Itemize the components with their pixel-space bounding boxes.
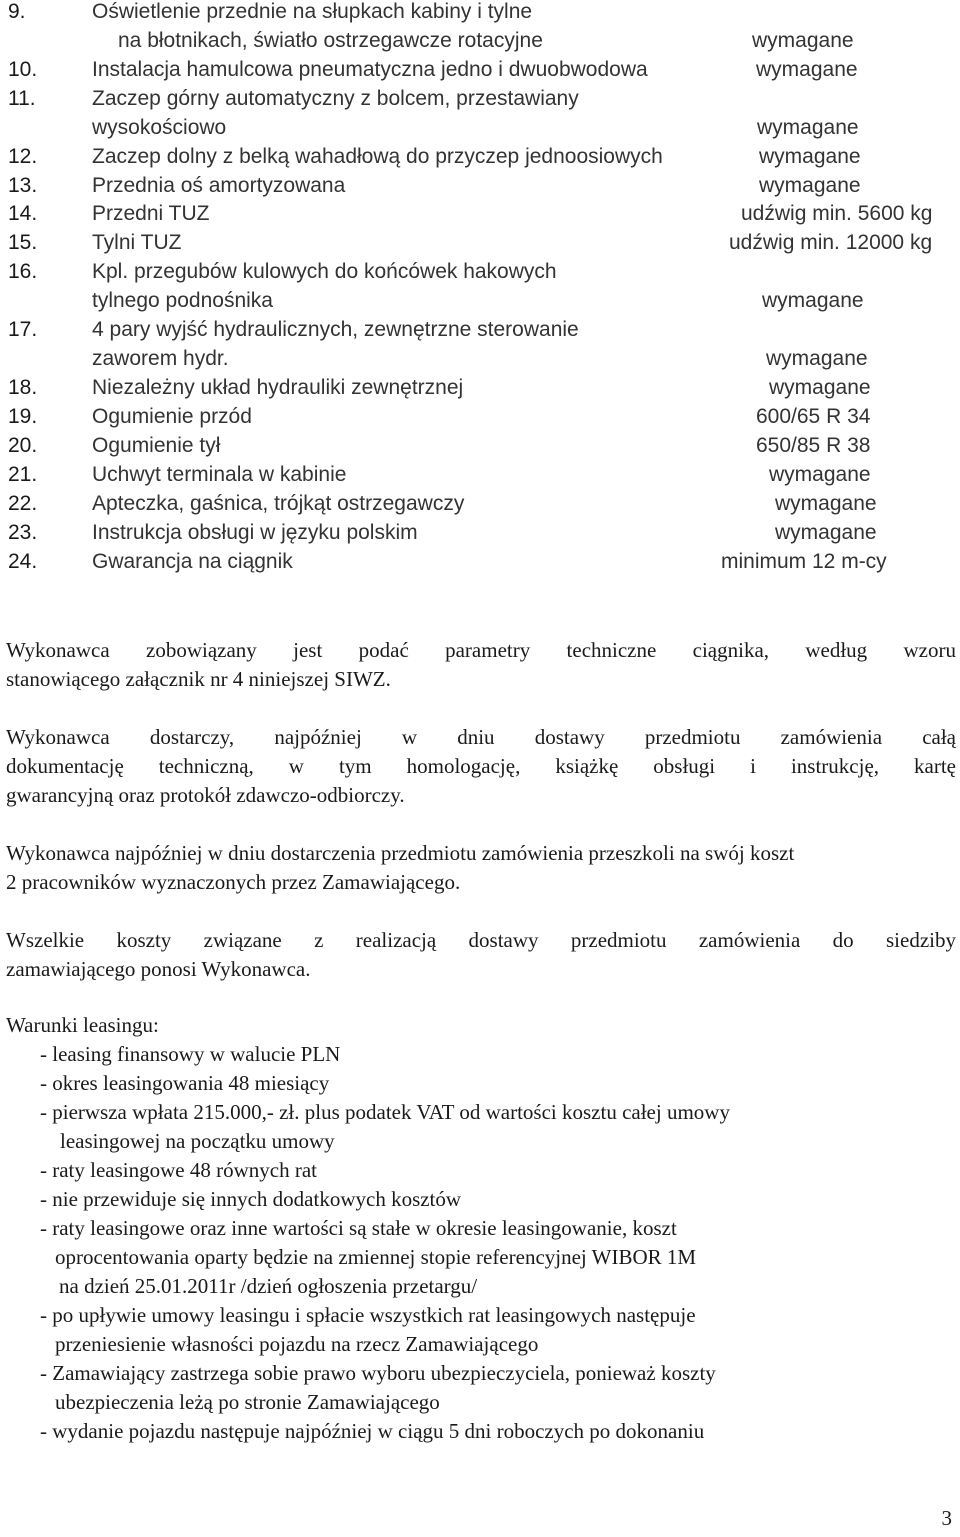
paragraph-line: dokumentację techniczną, w tym homologację, książkę obsługi i instrukcję, kartę [6, 754, 956, 778]
spec-item-number: 15. [8, 231, 38, 254]
spec-item-text: Przednia oś amortyzowana [92, 174, 346, 197]
leasing-line: - raty leasingowe 48 równych rat [40, 1158, 317, 1182]
spec-item-text: Kpl. przegubów kulowych do końcówek hakowych [92, 260, 557, 283]
spec-item-text: Przedni TUZ [92, 202, 210, 225]
leasing-line: - leasing finansowy w walucie PLN [40, 1042, 341, 1066]
spec-item-number: 14. [8, 202, 38, 225]
spec-item-text: Ogumienie tył [92, 434, 221, 457]
spec-item-value: wymagane [762, 289, 864, 312]
spec-item-value: minimum 12 m-cy [721, 550, 887, 573]
spec-item-text: zaworem hydr. [92, 347, 229, 370]
leasing-line: ubezpieczenia leżą po stronie Zamawiającego [55, 1390, 440, 1414]
leasing-heading: Warunki leasingu: [6, 1013, 159, 1037]
spec-item-value: wymagane [752, 29, 854, 52]
leasing-line: - pierwsza wpłata 215.000,- zł. plus podatek VAT od wartości kosztu całej umowy [40, 1100, 730, 1124]
spec-item-number: 21. [8, 463, 38, 486]
leasing-line: - po upływie umowy leasingu i spłacie wszystkich rat leasingowych następuje [40, 1303, 696, 1327]
spec-item-value: wymagane [756, 58, 858, 81]
spec-item-number: 24. [8, 550, 38, 573]
spec-item-number: 22. [8, 492, 38, 515]
spec-item-text: Zaczep dolny z belką wahadłową do przyczep jednoosiowych [92, 145, 663, 168]
spec-item-number: 9. [8, 0, 26, 23]
leasing-line: oprocentowania oparty będzie na zmiennej stopie referencyjnej WIBOR 1M [55, 1245, 697, 1269]
spec-item-number: 20. [8, 434, 38, 457]
paragraph-line: Wykonawca zobowiązany jest podać parametry techniczne ciągnika, według wzoru [6, 638, 956, 662]
paragraph-line: Wykonawca najpóźniej w dniu dostarczenia przedmiotu zamówienia przeszkoli na swój koszt [6, 841, 795, 865]
spec-item-number: 12. [8, 145, 38, 168]
spec-item-text: Gwarancja na ciągnik [92, 550, 293, 573]
spec-item-number: 19. [8, 405, 38, 428]
spec-item-text: Instrukcja obsługi w języku polskim [92, 521, 418, 544]
paragraph-line: zamawiającego ponosi Wykonawca. [6, 957, 311, 981]
spec-item-text: Zaczep górny automatyczny z bolcem, przestawiany [92, 87, 579, 110]
spec-item-text: Tylni TUZ [92, 231, 182, 254]
spec-item-number: 10. [8, 58, 38, 81]
spec-item-value: wymagane [769, 376, 871, 399]
paragraph-line: stanowiącego załącznik nr 4 niniejszej SIWZ. [6, 667, 391, 691]
leasing-line: - raty leasingowe oraz inne wartości są stałe w okresie leasingowanie, koszt [40, 1216, 677, 1240]
spec-item-number: 13. [8, 174, 38, 197]
spec-item-number: 11. [8, 87, 36, 110]
paragraph-line: Wszelkie koszty związane z realizacją dostawy przedmiotu zamówienia do siedziby [6, 928, 956, 952]
spec-item-value: udźwig min. 5600 kg [741, 202, 933, 225]
spec-item-value: 600/65 R 34 [756, 405, 871, 428]
leasing-line: leasingowej na początku umowy [60, 1129, 335, 1153]
spec-item-value: wymagane [769, 463, 871, 486]
leasing-line: przeniesienie własności pojazdu na rzecz Zamawiającego [55, 1332, 539, 1356]
spec-item-value: udźwig min. 12000 kg [729, 231, 933, 254]
spec-item-text: wysokościowo [92, 116, 227, 139]
leasing-line: - wydanie pojazdu następuje najpóźniej w ciągu 5 dni roboczych po dokonaniu [40, 1419, 705, 1443]
spec-item-text: Uchwyt terminala w kabinie [92, 463, 347, 486]
paragraph-line: gwarancyjną oraz protokół zdawczo-odbiorczy. [6, 783, 405, 807]
paragraph-line: 2 pracowników wyznaczonych przez Zamawiającego. [6, 870, 461, 894]
spec-item-value: wymagane [759, 145, 861, 168]
spec-item-number: 23. [8, 521, 38, 544]
leasing-line: - okres leasingowania 48 miesiący [40, 1071, 330, 1095]
spec-item-number: 16. [8, 260, 38, 283]
leasing-line: na dzień 25.01.2011r /dzień ogłoszenia przetargu/ [59, 1274, 478, 1298]
paragraph-line: Wykonawca dostarczy, najpóźniej w dniu dostawy przedmiotu zamówienia całą [6, 725, 956, 749]
spec-item-text: Niezależny układ hydrauliki zewnętrznej [92, 376, 464, 399]
spec-item-value: wymagane [766, 347, 868, 370]
spec-item-number: 18. [8, 376, 38, 399]
spec-item-value: wymagane [759, 174, 861, 197]
leasing-line: - nie przewiduje się innych dodatkowych kosztów [40, 1187, 462, 1211]
spec-item-value: 650/85 R 38 [756, 434, 871, 457]
spec-item-text: Apteczka, gaśnica, trójkąt ostrzegawczy [92, 492, 465, 515]
spec-item-text: tylnego podnośnika [92, 289, 273, 312]
leasing-line: - Zamawiający zastrzega sobie prawo wyboru ubezpieczyciela, ponieważ koszty [40, 1361, 716, 1385]
spec-item-value: wymagane [757, 116, 859, 139]
spec-item-text: Instalacja hamulcowa pneumatyczna jedno i dwuobwodowa [92, 58, 648, 81]
spec-item-text: na błotnikach, światło ostrzegawcze rotacyjne [118, 29, 543, 52]
page-number: 3 [941, 1506, 952, 1530]
spec-item-text: Ogumienie przód [92, 405, 252, 428]
spec-item-value: wymagane [775, 492, 877, 515]
spec-item-value: wymagane [775, 521, 877, 544]
spec-item-text: 4 pary wyjść hydraulicznych, zewnętrzne sterowanie [92, 318, 579, 341]
spec-item-number: 17. [8, 318, 38, 341]
spec-item-text: Oświetlenie przednie na słupkach kabiny i tylne [92, 0, 533, 23]
